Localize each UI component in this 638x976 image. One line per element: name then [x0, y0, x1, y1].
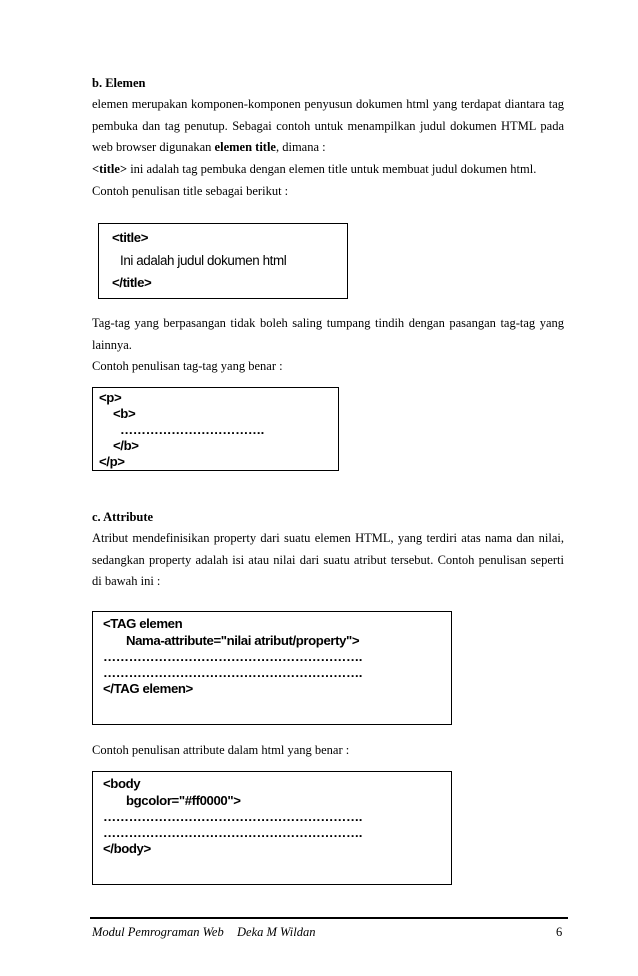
paragraph-attribute-definition: Atribut mendefinisikan property dari suatu elemen HTML, yang terdiri atas nama dan nilai, sedangkan property adalah isi atau nilai dari suatu atribut tersebut. Contoh penulisan seperti di bawah ini :: [92, 531, 564, 588]
code-line: </TAG elemen>: [103, 681, 193, 696]
paragraph-text: elemen merupakan komponen-komponen penyusun dokumen html yang terdapat diantara tag pembuka dan tag penutup. Sebagai contoh untuk menampilkan judul dokumen HTML pada web browser digunakan: [92, 97, 564, 154]
code-line: …………………………….: [120, 422, 264, 437]
code-line: <title>: [112, 230, 149, 245]
code-line: </p>: [99, 454, 125, 469]
code-line: Ini adalah judul dokumen html: [120, 253, 287, 268]
code-line: </body>: [103, 841, 151, 856]
code-line: <body: [103, 776, 141, 791]
code-line: </title>: [112, 275, 152, 290]
paragraph-nesting-example-intro: Contoh penulisan tag-tag yang benar :: [92, 359, 283, 373]
paragraph-elemen-definition: [92, 94, 564, 159]
code-box-body-bgcolor: [92, 771, 452, 885]
code-line: <p>: [99, 390, 122, 405]
code-line: …………………………………………………….: [103, 665, 363, 680]
section-heading-elemen: b. Elemen: [92, 76, 146, 90]
code-box-attribute-syntax: [92, 611, 452, 725]
footer-module-title: Modul Pemrograman Web: [92, 925, 224, 939]
code-line: <b>: [113, 406, 136, 421]
paragraph-text: , dimana :: [275, 140, 326, 154]
page-number: 6: [556, 925, 563, 939]
code-line: </b>: [113, 438, 139, 453]
code-line: …………………………………………………….: [103, 825, 363, 840]
paragraph-nesting-rule: Tag-tag yang berpasangan tidak boleh saling tumpang tindih dengan pasangan tag-tag yang lainnya.: [92, 316, 564, 352]
code-line: bgcolor="#ff0000">: [126, 793, 241, 808]
code-line: …………………………………………………….: [103, 809, 363, 824]
code-line: <TAG elemen: [103, 616, 183, 631]
code-line: Nama-attribute="nilai atribut/property">: [126, 633, 360, 648]
paragraph-title-example-intro: Contoh penulisan title sebagai berikut :: [92, 184, 289, 198]
paragraph-title-tag: [92, 159, 564, 181]
paragraph-attribute-example-intro: Contoh penulisan attribute dalam html yang benar :: [92, 743, 350, 757]
code-line: …………………………………………………….: [103, 649, 363, 664]
bold-term: <title>: [92, 162, 128, 176]
bold-term: elemen title: [214, 140, 276, 154]
paragraph-text: ini adalah tag pembuka dengan elemen title untuk membuat judul dokumen html.: [127, 162, 537, 176]
code-box-nested-tags: [92, 387, 339, 471]
footer-author: Deka M Wildan: [237, 925, 316, 939]
code-box-title: [98, 223, 348, 299]
section-heading-attribute: c. Attribute: [92, 510, 154, 524]
footer-divider: [90, 917, 568, 919]
